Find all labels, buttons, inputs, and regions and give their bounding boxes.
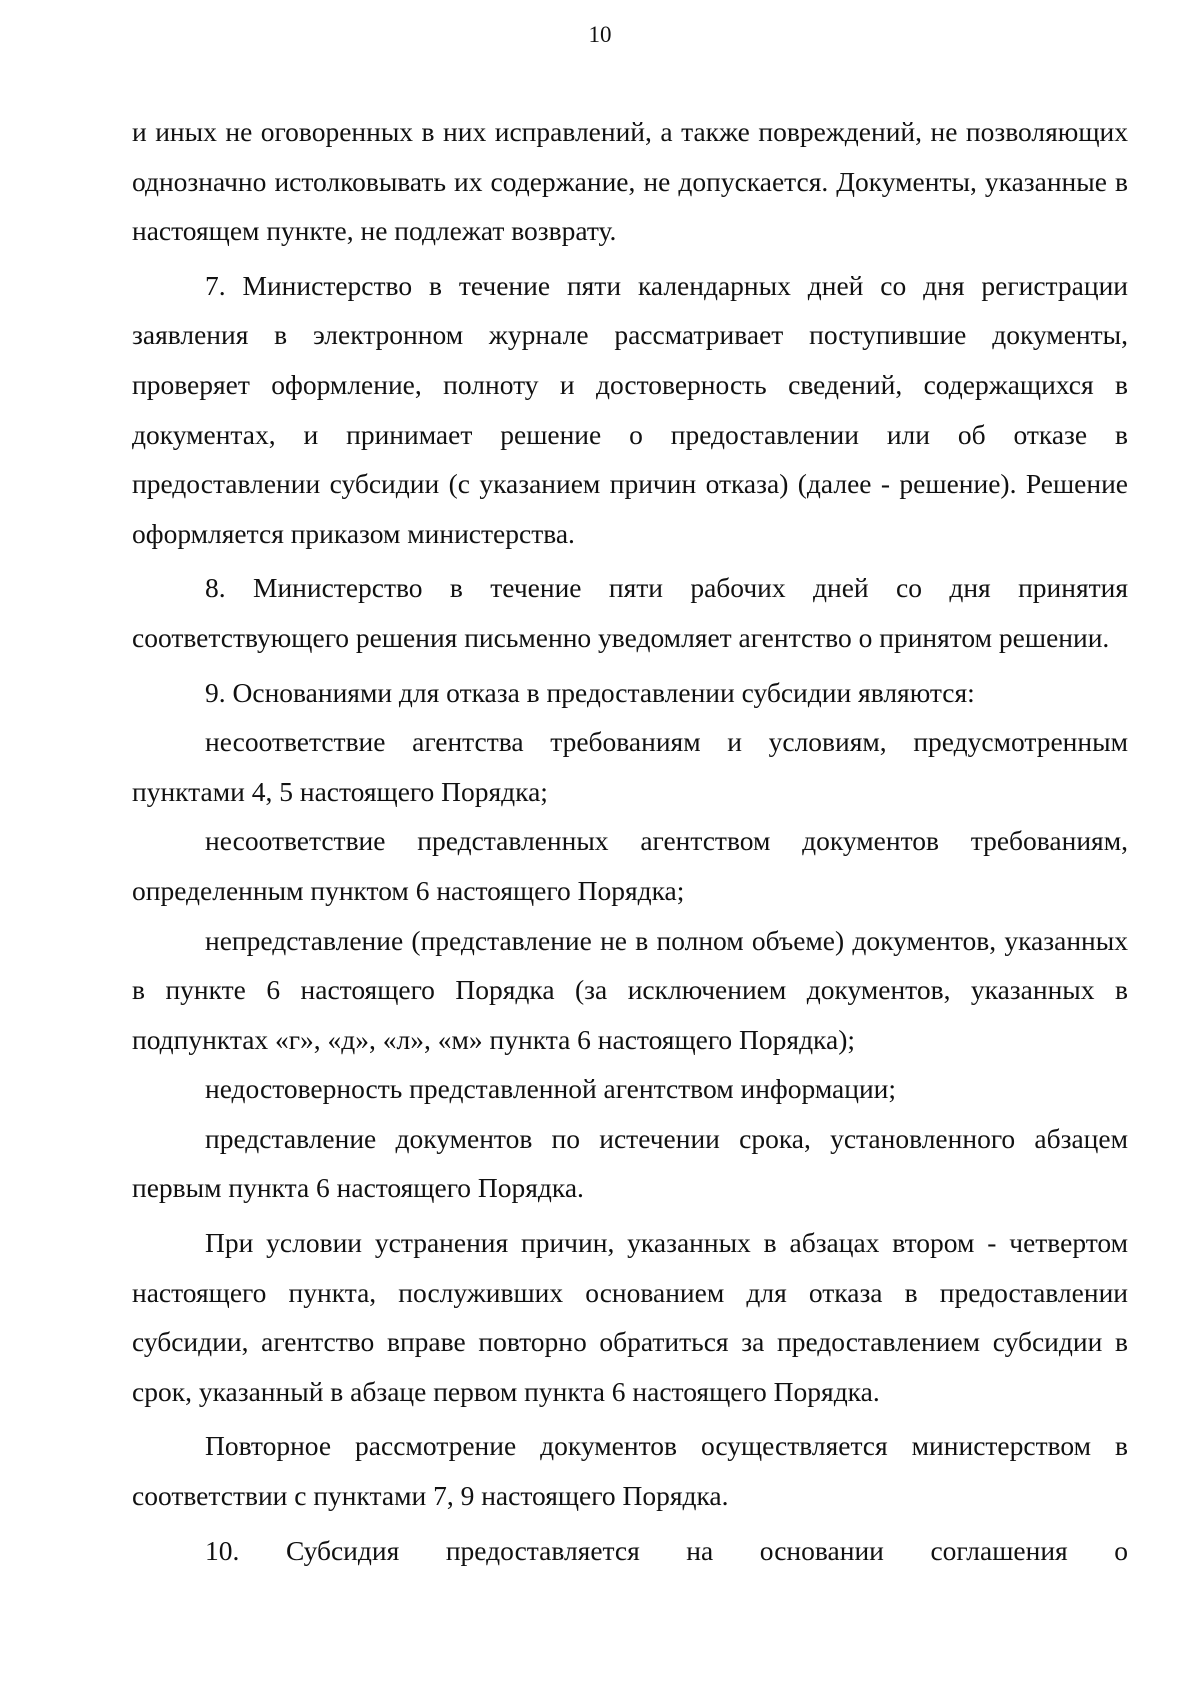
paragraph-item-10: 10. Субсидия предоставляется на основании соглашения о <box>205 1534 1128 1566</box>
refusal-ground-3: непредставление (представление не в полном объеме) документов, указанных в пункте 6 настоящего Порядка (за исключением документов, указанных в подпунктах «г», «д», «л», «м» пункта 6 настоящего Порядка); <box>132 924 1128 1055</box>
paragraph-resubmission: При условии устранения причин, указанных в абзацах втором - четвертом настоящего пункта, послуживших основанием для отказа в предоставлении субсидии, агентство вправе повторно обратиться за предоставлением субсидии в срок, указанный в абзаце первом пункта 6 настоящего Порядка. <box>132 1227 1128 1407</box>
paragraph-item-9: 9. Основаниями для отказа в предоставлении субсидии являются: <box>205 676 975 708</box>
paragraph-item-8: 8. Министерство в течение пяти рабочих дней со дня принятия соответствующего решения письменно уведомляет агентство о принятом решении. <box>132 572 1128 653</box>
refusal-ground-1: несоответствие агентства требованиям и условиям, предусмотренным пунктами 4, 5 настоящего Порядка; <box>132 726 1128 807</box>
refusal-ground-4: недостоверность представленной агентством информации; <box>205 1073 897 1105</box>
page-number: 10 <box>588 22 612 47</box>
paragraph-repeat-review: Повторное рассмотрение документов осуществляется министерством в соответствии с пунктами 7, 9 настоящего Порядка. <box>132 1430 1128 1512</box>
refusal-ground-2: несоответствие представленных агентством документов требованиям, определенным пунктом 6 настоящего Порядка; <box>132 825 1128 906</box>
paragraph-item-7: 7. Министерство в течение пяти календарных дней со дня регистрации заявления в электронном журнале рассматривает поступившие документы, проверяет оформление, полноту и достоверность сведений, содержащихся в документах, и принимает решение о предоставлении или об отказе в предоставлении субсидии (с указанием причин отказа) (далее - решение). Решение оформляется приказом министерства. <box>132 269 1128 549</box>
document-body <box>132 107 1128 1575</box>
paragraph-continuation: и иных не оговоренных в них исправлений, а также повреждений, не позволяющих однозначно истолковывать их содержание, не допускается. Документы, указанные в настоящем пункте, не подлежат возврату. <box>132 116 1128 247</box>
refusal-ground-5: представление документов по истечении срока, установленного абзацем первым пункта 6 настоящего Порядка. <box>132 1122 1128 1204</box>
